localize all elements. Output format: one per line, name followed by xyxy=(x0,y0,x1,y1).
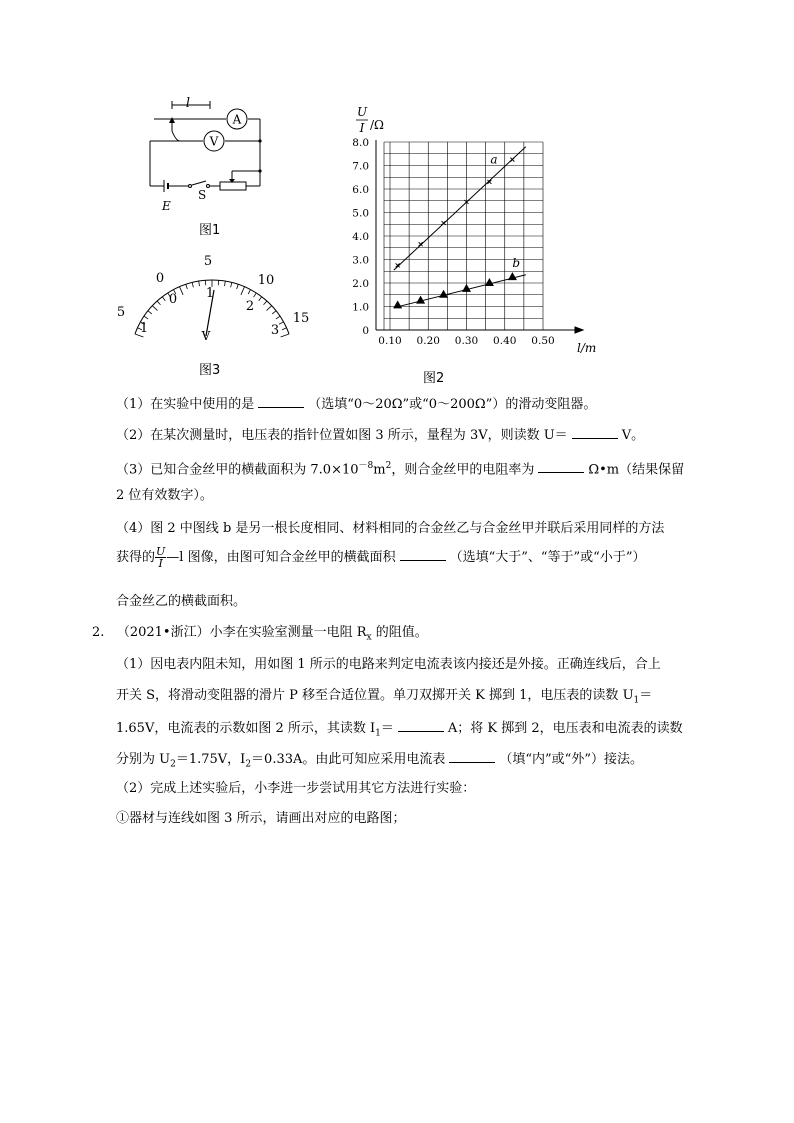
q2-part1-line1: （1）因电表内阻未知，用如图 1 所示的电路来判定电流表该内接还是外接。正确连线后，合上 xyxy=(116,657,661,672)
inner-scale-label: 1 xyxy=(205,286,215,301)
point-a xyxy=(510,158,514,162)
x-axis-label: l/m xyxy=(577,341,597,355)
ammeter-label: A xyxy=(232,112,242,127)
q1-part3-cont: 2 位有效数字）。 xyxy=(116,488,213,503)
chart-grid xyxy=(384,142,543,330)
q1-part4-line1: （4）图 2 中图线 b 是另一根长度相同、材料相同的合金丝乙与合金丝甲并联后采用同样的方法 xyxy=(116,521,665,536)
outer-scale-label: 0 xyxy=(155,271,165,286)
figure2-chart xyxy=(330,100,610,365)
q1-part4-line2: 获得的 $\frac{U}{I}$ —l 图像，由图可知合金丝甲的横截面积 （选填“大于”、“等于”或“小于”） xyxy=(116,545,646,570)
answer-blank[interactable] xyxy=(398,719,444,732)
dial-tick xyxy=(259,297,262,301)
inner-scale-label: 0 xyxy=(168,292,178,307)
y-label-numerator: U xyxy=(356,105,368,119)
y-label-denominator: I xyxy=(359,121,365,135)
q1-part4-line3: 合金丝乙的横截面积。 xyxy=(116,594,247,609)
dial-tick xyxy=(272,311,276,314)
x-tick-label: 0.10 xyxy=(378,335,402,347)
battery-label: E xyxy=(162,199,171,213)
x-tick-label: 0.40 xyxy=(493,335,517,347)
dial-tick xyxy=(186,284,188,289)
x-tick-label: 0.20 xyxy=(416,335,440,347)
figure1-circuit xyxy=(140,95,270,215)
series-label-b: b xyxy=(512,256,521,271)
y-tick-label: 6.0 xyxy=(352,184,369,196)
y-tick-label: 0 xyxy=(362,325,369,337)
x-tick-label: 0.30 xyxy=(454,335,479,347)
length-label: l xyxy=(185,96,191,111)
inner-scale-label: 3 xyxy=(270,323,280,338)
dial-tick xyxy=(144,316,148,319)
point-b xyxy=(393,300,402,308)
switch-label: S xyxy=(198,188,207,202)
dial-tick xyxy=(267,306,272,311)
answer-blank[interactable] xyxy=(400,548,446,561)
dial-tick xyxy=(148,311,152,314)
q1-part1: （1）在实验中使用的是 （选填“0～20Ω”或“0～200Ω”）的滑动变阻器。 xyxy=(116,397,597,412)
y-tick-label: 8.0 xyxy=(352,137,369,149)
outer-scale-label: 5 xyxy=(116,305,126,320)
answer-blank[interactable] xyxy=(538,460,584,473)
outer-scale-label: 15 xyxy=(292,311,310,326)
q2-part1-line2: 开关 S，将滑动变阻器的滑片 P 移至合适位置。单刀双掷开关 K 掷到 1，电压表的读数 $U_1=$ xyxy=(116,688,653,706)
outer-scale-label: 5 xyxy=(203,254,213,269)
q1-part3: （3）已知合金丝甲的横截面积为 $7.0\times 10^{-8}m^2$，则合金丝甲的电阻率为 Ω•m（结果保留 xyxy=(116,461,685,478)
dial-tick xyxy=(157,301,160,305)
dial-tick xyxy=(264,301,267,305)
dial-tick xyxy=(254,293,257,297)
chart-marks xyxy=(393,153,520,309)
voltmeter-label: V xyxy=(209,134,219,149)
fit-line-b xyxy=(394,275,526,308)
y-tick-label: 2.0 xyxy=(352,278,369,290)
dial-tick xyxy=(231,282,232,287)
inner-scale-label: 1 xyxy=(139,321,149,336)
q1-part2: （2）在某次测量时，电压表的指针位置如图 3 所示，量程为 3V，则读数 U＝ V。 xyxy=(116,428,645,443)
inner-scale-label: 2 xyxy=(245,299,255,314)
y-tick-label: 5.0 xyxy=(352,207,369,220)
q2-part1-line4: 分别为 $U_2=1.75V$，$I_2=0.33A$。由此可知应采用电流表 （填“内”或“外”）接法。 xyxy=(116,752,643,770)
chart-fit-lines xyxy=(394,147,526,308)
chart-tick-labels xyxy=(352,137,554,347)
series-label-a: a xyxy=(490,152,498,167)
dial-tick xyxy=(192,282,193,287)
y-tick-label: 3.0 xyxy=(352,254,369,267)
y-tick-label: 4.0 xyxy=(352,231,369,243)
dial-tick xyxy=(279,322,283,324)
figure1-caption: 图1 xyxy=(199,223,221,238)
dial-tick xyxy=(199,281,200,286)
point-b xyxy=(416,296,425,304)
dial-tick xyxy=(224,281,225,286)
q2-part2-item1: ①器材与连线如图 3 所示，请画出对应的电路图； xyxy=(116,811,406,826)
point-b xyxy=(485,278,494,286)
point-b xyxy=(508,272,517,280)
q2-part2: （2）完成上述实验后，小李进一步尝试用其它方法进行实验： xyxy=(116,781,476,796)
dial-tick xyxy=(241,287,245,295)
dial-tick xyxy=(281,334,289,337)
dial-tick xyxy=(282,328,287,330)
point-b xyxy=(439,290,448,298)
figure2-caption: 图2 xyxy=(423,371,445,386)
figure3-voltmeter-dial xyxy=(112,250,312,350)
dial-tick xyxy=(276,316,280,319)
answer-blank[interactable] xyxy=(449,750,495,763)
point-b xyxy=(462,284,471,292)
y-label-unit: /Ω xyxy=(370,118,384,132)
x-axis-arrow xyxy=(575,327,583,333)
outer-scale-label: 10 xyxy=(257,273,275,288)
dial-unit: V xyxy=(201,329,211,343)
answer-blank[interactable] xyxy=(572,426,618,439)
figure3-caption: 图3 xyxy=(199,363,221,378)
answer-blank[interactable] xyxy=(258,395,304,408)
dial-tick xyxy=(152,306,157,311)
y-tick-label: 1.0 xyxy=(352,301,369,314)
u-over-i-fraction: $\frac{U}{I}$ xyxy=(156,545,166,570)
dial-tick xyxy=(248,290,250,294)
q2-part1-line3: 1.65V，电流表的示数如图 2 所示，其读数 $I_1= A$；将 K 掷到 2，电压表和电流表的读数 xyxy=(116,721,683,739)
question-number: 2. xyxy=(92,625,105,640)
dial-tick xyxy=(237,284,239,289)
dial-tick xyxy=(162,297,165,301)
x-tick-label: 0.50 xyxy=(531,335,555,347)
dial-tick xyxy=(180,287,184,295)
q2-stem: 2. （2021•浙江）小李在实验室测量一电阻 $R_x$ 的阻值。 xyxy=(92,625,428,643)
y-tick-label: 7.0 xyxy=(352,160,369,173)
